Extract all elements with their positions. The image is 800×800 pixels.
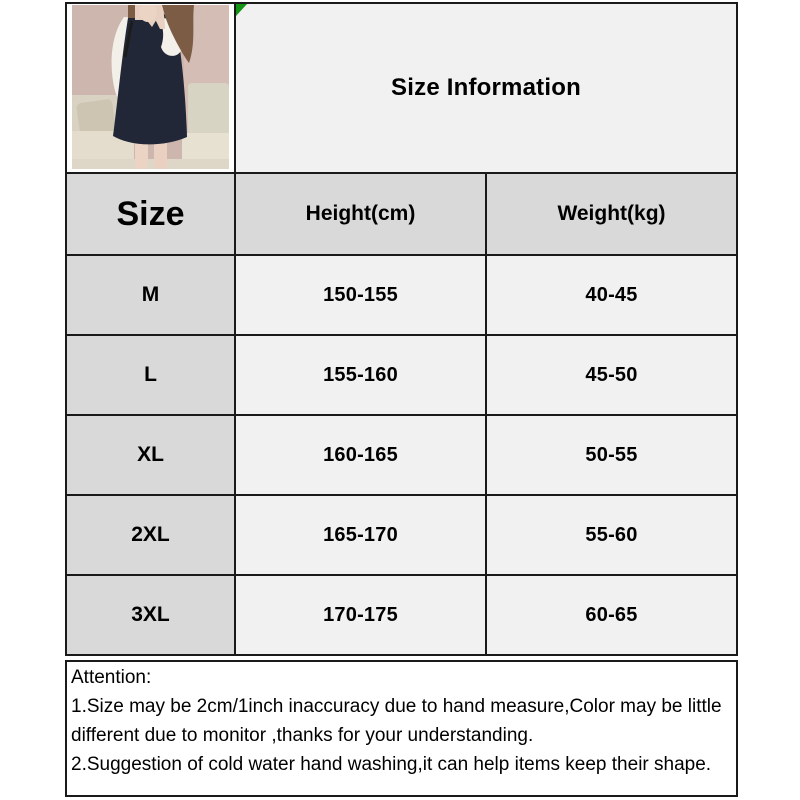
product-photo — [72, 5, 229, 169]
photo-sofa-pillow — [76, 99, 116, 136]
green-corner-marker — [236, 4, 247, 16]
column-header-height: Height(cm) — [236, 174, 485, 254]
model-hair-strand — [128, 5, 135, 18]
height-value: 150-155 — [236, 256, 485, 334]
column-header-weight: Weight(kg) — [487, 174, 736, 254]
attention-note: 1.Size may be 2cm/1inch inaccuracy due to hand measure,Color may be little different due to monitor ,thanks for your understanding. — [71, 696, 722, 746]
attention-box — [65, 660, 738, 797]
page-title: Size Information — [391, 74, 581, 101]
weight-value: 60-65 — [487, 576, 736, 654]
height-value: 170-175 — [236, 576, 485, 654]
size-label: 2XL — [67, 496, 234, 574]
height-value: 160-165 — [236, 416, 485, 494]
size-label: XL — [67, 416, 234, 494]
attention-note: 2.Suggestion of cold water hand washing,it can help items keep their shape. — [71, 754, 712, 775]
photo-sofa-front — [72, 159, 229, 169]
size-label: M — [67, 256, 234, 334]
photo-sofa-cushion-right — [188, 83, 229, 141]
title-banner-cell — [236, 4, 736, 172]
product-photo-cell — [67, 4, 234, 172]
size-label: 3XL — [67, 576, 234, 654]
size-chart-table — [65, 2, 738, 656]
height-value: 155-160 — [236, 336, 485, 414]
height-value: 165-170 — [236, 496, 485, 574]
column-header-size: Size — [67, 174, 234, 254]
attention-label: Attention: — [71, 667, 152, 688]
weight-value: 45-50 — [487, 336, 736, 414]
weight-value: 55-60 — [487, 496, 736, 574]
weight-value: 50-55 — [487, 416, 736, 494]
size-label: L — [67, 336, 234, 414]
weight-value: 40-45 — [487, 256, 736, 334]
